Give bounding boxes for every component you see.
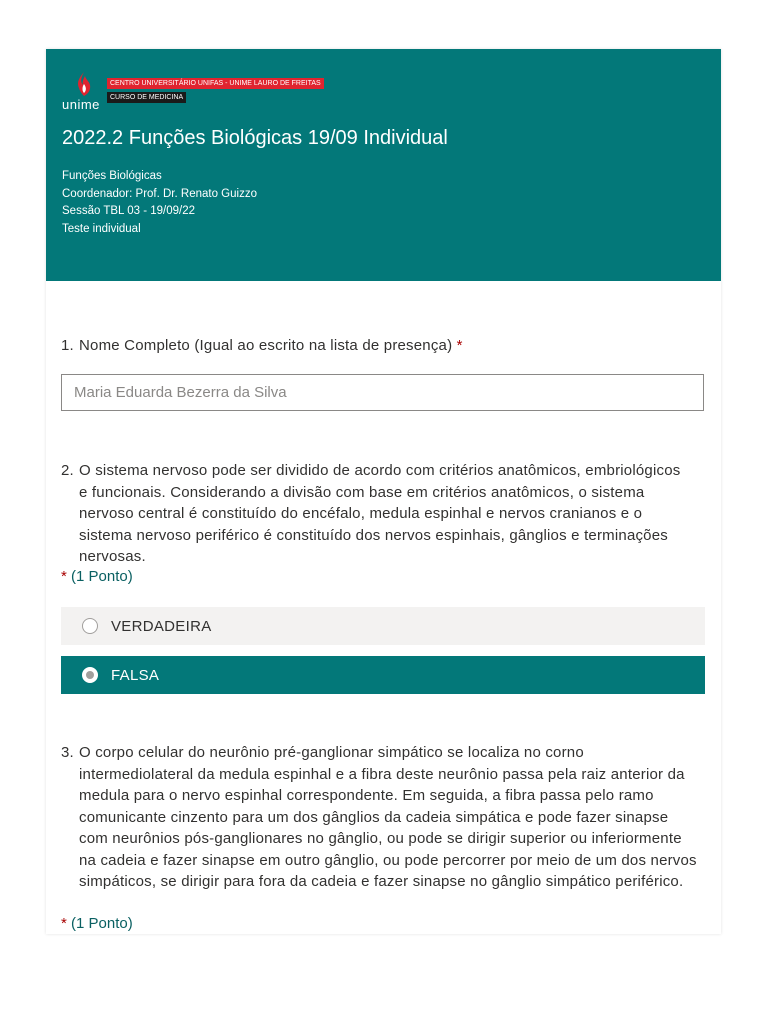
form-header [46,49,721,281]
form-card [46,49,721,934]
question-2-points [61,568,133,585]
points-label: (1 Ponto) [71,568,133,585]
question-3-points [61,915,133,932]
required-marker: * [61,915,67,932]
description-line: Funções Biológicas [62,170,162,182]
question-2-title [61,460,689,568]
option-label: FALSA [111,666,160,684]
question-text: Nome Completo (Igual ao escrito na lista de presença) [79,337,453,354]
required-marker: * [456,337,463,354]
question-text: O sistema nervoso pode ser dividido de acordo com critérios anatômicos, embriológicos e funcionais. Considerando a divisão com base em critérios anatômicos, o sistema nervoso central é constituído do encéfalo, medula espinhal e nervos cranianos e o sistema nervoso periférico é constituído dos nervos espinhais, gânglios e terminações nervosas. [79,462,681,565]
full-name-input[interactable]: Maria Eduarda Bezerra da Silva [61,374,704,411]
form-description [62,168,257,239]
logo-text: unime [62,97,100,112]
course-tag: CURSO DE MEDICINA [107,92,186,103]
question-number: 2. [61,462,74,479]
radio-button-selected-icon[interactable] [82,667,98,683]
option-falsa[interactable] [61,656,705,694]
question-1-title [61,335,701,357]
question-number: 1. [61,337,74,354]
question-number: 3. [61,744,74,761]
question-text: O corpo celular do neurônio pré-ganglionar simpático se localiza no corno intermediolateral da medula espinhal e a fibra deste neurônio passa pela raiz anterior da medula para o nervo espinhal correspondente. Em seguida, a fibra passa pelo ramo comunicante cinzento para um dos gânglios da cadeia simpática e pode fazer sinapse com neurônios pós-ganglionares no gânglio, ou pode se dirigir superior ou inferiormente na cadeia e fazer sinapse em outro gânglio, ou pode percorrer por meio de um dos nervos simpáticos, se dirigir para fora da cadeia e fazer sinapse no gânglio simpático periférico. [79,744,697,890]
required-marker: * [61,568,67,585]
form-title: 2022.2 Funções Biológicas 19/09 Individual [62,127,448,149]
option-label: VERDADEIRA [111,617,212,635]
radio-button-icon[interactable] [82,618,98,634]
institution-tag: CENTRO UNIVERSITÁRIO UNIFAS - UNIME LAURO DE FREITAS [107,78,324,89]
description-line: Coordenador: Prof. Dr. Renato Guizzo [62,187,257,200]
flame-icon [74,71,94,97]
points-label: (1 Ponto) [71,915,133,932]
description-line: Teste individual [62,223,141,236]
description-line: Sessão TBL 03 - 19/09/22 [62,205,195,218]
option-verdadeira[interactable] [61,607,705,645]
question-3-title [61,742,701,893]
